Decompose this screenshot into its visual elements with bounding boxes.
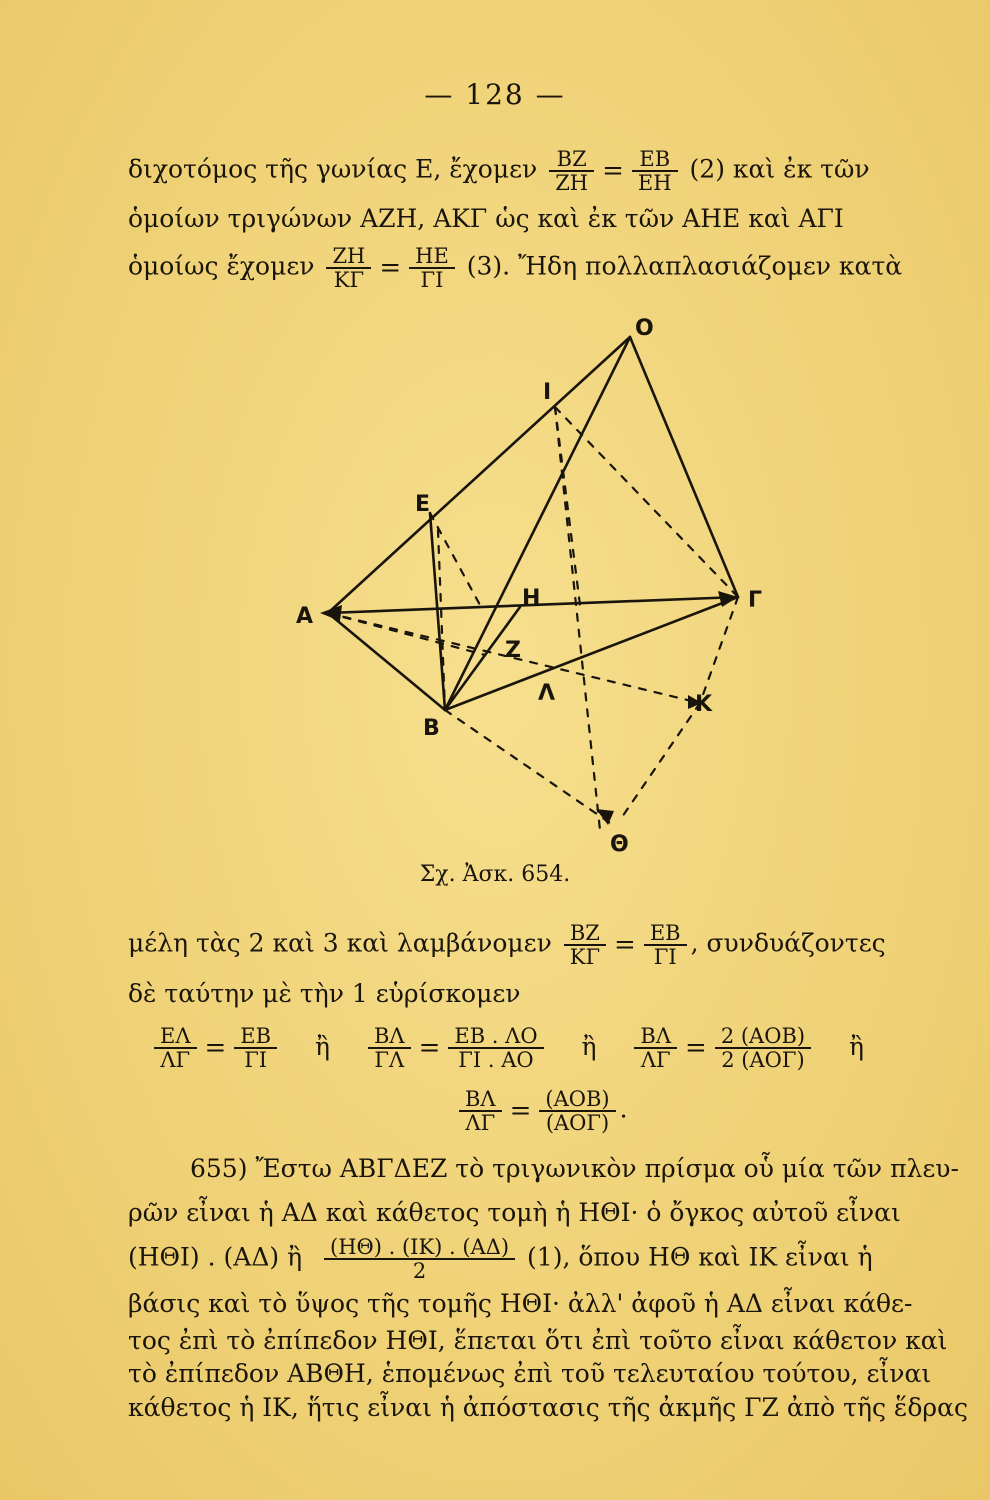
denominator: ΚΓ [569, 945, 601, 969]
page-number: — 128 — [424, 78, 566, 111]
numerator: ΕΒ . ΛΟ [448, 1025, 543, 1049]
text-segment: διχοτόμος τῆς γωνίας Ε, ἔχομεν [128, 154, 538, 184]
pyramid-figure [290, 315, 770, 860]
label-Z: Z [505, 638, 521, 663]
equation-line-1: $\frac{E\Lambda}{\Lambda\Gamma}$ = $\frac{EB}{\Gamma I}$ ἢ $\frac{B\Lambda}{\Gamma\Lambda}$ = $\frac{EB . \Lambda O}{\Gamma I . AO}$ ἢ $\frac{B\Lambda}{\Lambda\Gamma}$ = $\frac{\text{2 (ΑΟΒ)}}{\text{2 (ΑΟΓ)}}$ ἢ [150, 1025, 950, 1071]
denominator: ΖΗ [555, 171, 589, 195]
label-H: H [522, 586, 541, 611]
edge-AB [328, 613, 445, 710]
fraction [564, 922, 606, 968]
text-line-5: δὲ ταύτην μὲ τὴν 1 εὑρίσκομεν [128, 979, 521, 1008]
denominator: ΛΓ [465, 1111, 496, 1135]
text-line-1: διχοτόμος τῆς γωνίας Ε, ἔχομεν $\frac{BZ}{ZH}$ = $\frac{EB}{EH}$ (2) καὶ ἐκ τῶν [128, 147, 870, 195]
text-segment: (3). Ἤδη πολλαπλασιάζομεν κατὰ [466, 251, 903, 281]
label-B: B [423, 716, 440, 741]
denominator: ΛΓ [160, 1048, 191, 1072]
fraction [368, 1025, 411, 1071]
denominator: ΚΓ [333, 268, 365, 292]
text-segment: , συνδυάζοντες [690, 928, 886, 958]
text-segment: Ἔστω ΑΒΓΔΕΖ τὸ τριγωνικὸν πρίσμα οὗ μία τῶν πλευ- [255, 1154, 959, 1183]
numerator: ΒΛ [368, 1025, 411, 1049]
denominator: 2 (ΑΟΓ) [721, 1048, 805, 1072]
text-line-12: τος ἐπὶ τὸ ἐπίπεδον ΗΘΙ, ἕπεται ὅτι ἐπὶ τοῦτο εἶναι κάθετον καὶ [128, 1326, 948, 1355]
text-segment: ὁμοίως ἔχομεν [128, 251, 315, 281]
arrow-A [320, 605, 342, 621]
fraction [459, 1088, 502, 1134]
numerator: 2 (ΑΟΒ) [715, 1025, 811, 1049]
text-line-13: τὸ ἐπίπεδον ΑΒΘΗ, ἑπομένως ἐπὶ τοῦ τελευταίου τούτου, εἶναι [128, 1359, 932, 1388]
segment-EB [430, 513, 445, 710]
numerator: (ΑΟΒ) [539, 1088, 615, 1112]
text-line-4: μέλη τὰς 2 καὶ 3 καὶ λαμβάνομεν $\frac{BZ}{K\Gamma}$ = $\frac{EB}{\Gamma I}$ , συνδυάζοντες [128, 921, 886, 969]
numerator: ΕΛ [154, 1025, 197, 1049]
label-A: A [296, 604, 314, 629]
text-segment: ἢ [581, 1031, 597, 1061]
fraction [234, 1025, 277, 1071]
numerator: ΕΒ [644, 922, 687, 946]
denominator: ΓΙ . ΑΟ [458, 1048, 534, 1072]
label-K: K [695, 692, 713, 717]
fraction [632, 148, 678, 194]
label-Lambda: Λ [538, 681, 556, 706]
label-I: I [543, 380, 552, 405]
denominator: ΓΙ [244, 1048, 268, 1072]
text-segment: μέλη τὰς 2 καὶ 3 καὶ λαμβάνομεν [128, 928, 552, 958]
fraction [634, 1025, 677, 1071]
fraction [409, 245, 455, 291]
denominator: 2 [412, 1259, 427, 1283]
dashed-KTheta [620, 703, 700, 820]
dashed-IG [555, 407, 738, 597]
denominator: ΕΗ [637, 171, 672, 195]
dashed-GK [700, 597, 738, 703]
label-O: O [635, 316, 654, 341]
denominator: ΓΛ [374, 1048, 405, 1072]
dashed-BTheta [445, 710, 610, 823]
fraction [154, 1025, 197, 1071]
fraction [715, 1025, 811, 1071]
numerator: ΒΖ [564, 922, 606, 946]
text-segment: (1), ὅπου ΗΘ καὶ ΙΚ εἶναι ἡ [527, 1242, 873, 1272]
text-line-8 [190, 1153, 959, 1185]
label-Theta: Θ [610, 832, 629, 857]
text-segment: ἢ [315, 1031, 330, 1061]
numerator: ΒΛ [459, 1088, 502, 1112]
edge-OB [445, 337, 630, 710]
text-line-14: κάθετος ἡ ΙΚ, ἥτις εἶναι ἡ ἀπόστασις τῆς ἀκμῆς ΓΖ ἀπὸ τῆς ἕδρας [128, 1393, 968, 1422]
denominator: ΓΙ [653, 945, 677, 969]
text-line-11: βάσις καὶ τὸ ὕψος τῆς τομῆς ΗΘΙ· ἀλλ' ἀφοῦ ἡ ΑΔ εἶναι κάθε- [128, 1289, 913, 1318]
label-Gamma: Γ [748, 588, 763, 613]
fraction [448, 1025, 543, 1071]
denominator: ΓΙ [420, 268, 444, 292]
edge-OA [328, 337, 630, 613]
edge-OG [630, 337, 738, 597]
numerator: ΕΒ [632, 148, 678, 172]
text-line-10 [128, 1236, 928, 1282]
dashed-IH [555, 407, 580, 605]
text-segment: ἢ [849, 1031, 865, 1061]
figure-caption: Σχ. Ἀσκ. 654. [419, 862, 571, 887]
numerator: ΒΛ [634, 1025, 677, 1049]
text-segment: . [619, 1094, 628, 1124]
denominator: ΛΓ [640, 1048, 671, 1072]
numerator: ΖΗ [326, 245, 371, 269]
text-line-2: ὁμοίων τριγώνων ΑΖΗ, ΑΚΓ ὡς καὶ ἐκ τῶν ΑΗΕ καὶ ΑΓΙ [128, 204, 844, 233]
dashed-EH [430, 513, 480, 605]
fraction [324, 1236, 515, 1282]
text-segment: (ΗΘΙ) . (ΑΔ) ἢ [128, 1242, 303, 1272]
fraction [539, 1088, 615, 1134]
fraction [644, 922, 687, 968]
exercise-number: 655) [190, 1154, 248, 1183]
numerator: ΕΒ [234, 1025, 277, 1049]
fraction [549, 148, 594, 194]
numerator: (ΗΘ) . (ΙΚ) . (ΑΔ) [324, 1236, 515, 1260]
numerator: ΒΖ [549, 148, 594, 172]
equation-line-2: $\frac{B\Lambda}{\Lambda\Gamma}$ = $\frac{\text{(ΑΟΒ)}}{\text{(ΑΟΓ)}}$ . [455, 1088, 755, 1134]
text-segment: (2) καὶ ἐκ τῶν [689, 154, 870, 184]
numerator: ΗΕ [409, 245, 455, 269]
dashed-ITheta [555, 407, 600, 830]
fraction [326, 245, 371, 291]
denominator: (ΑΟΓ) [545, 1111, 610, 1135]
label-E: E [415, 492, 431, 517]
text-line-3: ὁμοίως ἔχομεν $\frac{ZH}{K\Gamma}$ = $\frac{HE}{\Gamma I}$ (3). Ἤδη πολλαπλασιάζομεν κατὰ [128, 244, 903, 292]
text-line-9: ρῶν εἶναι ἡ ΑΔ καὶ κάθετος τομὴ ἡ ΗΘΙ· ὁ ὄγκος αὐτοῦ εἶναι [128, 1198, 901, 1227]
